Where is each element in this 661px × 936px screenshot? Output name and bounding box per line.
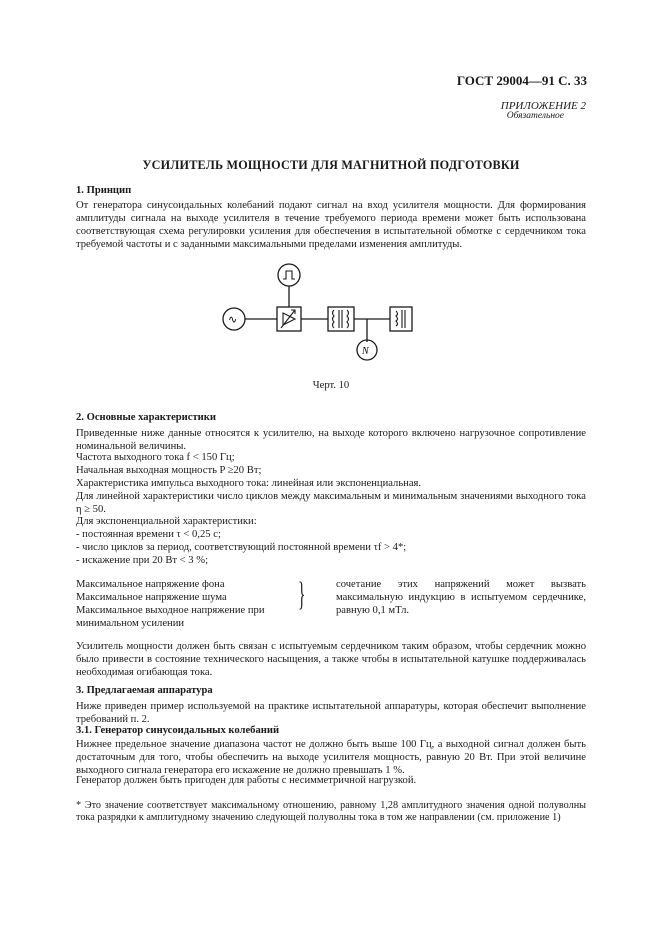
footnote: * Это значение соответствует максимальному отношению, равному 1,28 амплитудного значения одной полуволны тока разрядки к амплитудному значению следующей полуволны тока в том же направлении (см. приложение 1) [76,800,586,824]
section-2-intro: Приведенные ниже данные относятся к усилителю, на выходе которого включено нагрузочное сопротивление номинальной величины. [76,428,586,452]
section-1-text: От генератора синусоидальных колебаний подают сигнал на вход усилителя мощности. Для формирования амплитуды сигнала на выходе усилителя в течение требуемого периода времени может быть использована соответствующая схема регулировки усиления для обеспечения в испытательной обмотке с сердечником тока требуемой частоты и с заданными максимальными пределами изменения амплитуды. [76,200,586,250]
section-3-intro: Ниже приведен пример используемой на практике испытательной аппаратуры, которая обеспечит выполнение требований п. 2. [76,701,586,725]
section-1-heading: 1. Принцип [76,185,132,196]
limits-description: сочетание этих напряжений может вызвать максимальную индукцию в испытуемом сердечнике, равную 0,1 мТл. [336,579,586,616]
figure-caption: Черт. 10 [312,380,350,391]
brace-symbol: } [298,576,306,613]
pulse-line: Характеристика импульса выходного тока: линейная или экспоненциальная. [76,478,422,489]
transformer-block [328,307,354,331]
exponential-item-1: - постоянная времени τ < 0,25 с; [76,529,221,540]
section-3-heading: 3. Предлагаемая аппаратура [76,685,213,696]
document-number: ГОСТ 29004—91 С. 33 [456,73,587,88]
frequency-line: Частота выходного тока f < 150 Гц; [76,452,235,463]
exponential-intro: Для экспоненциальной характеристики: [76,516,257,527]
section-3-1-heading: 3.1. Генератор синусоидальных колебаний [76,725,280,736]
circuit-diagram [215,262,415,367]
pulse-source-symbol [278,264,300,286]
linear-characteristic: Для линейной характеристики число циклов между максимальным и минимальным значениями выходного тока η ≥ 50. [76,491,586,515]
test-coil-block [390,307,412,331]
limits-list: Максимальное напряжение фона Максимальное напряжение шума Максимальное выходное напряжение при минимальном усилении [76,579,265,629]
page-title: УСИЛИТЕЛЬ МОЩНОСТИ ДЛЯ МАГНИТНОЙ ПОДГОТОВКИ [142,158,520,172]
appendix-label: ПРИЛОЖЕНИЕ 2 [500,100,586,112]
coupling-paragraph: Усилитель мощности должен быть связан с испытуемым сердечником таким образом, чтобы сердечник можно было привести в состояние технического насыщения, а также чтобы в испытательной катушке поддерживалась необходимая огибающая тока. [76,641,586,678]
meter-icon: N [362,346,369,357]
power-line: Начальная выходная мощность P ≥20 Вт; [76,465,262,476]
amplifier-block [277,307,301,331]
exponential-item-3: - искажение при 20 Вт < 3 %; [76,555,209,566]
generator-icon: ∿ [228,314,238,326]
section-2-heading: 2. Основные характеристики [76,412,216,423]
section-3-1-text: Нижнее предельное значение диапазона частот не должно быть выше 100 Гц, а выходной сигнал должен быть достаточным для того, чтобы обеспечить на выходе усилителя мощность, равную 20 Вт. При этой величине выходного сигнала генератора его искажение не должно превышать 1 %. [76,739,586,776]
exponential-item-2: - число циклов за период, соответствующий постоянной времени τf > 4*; [76,542,407,553]
section-3-1-text-2: Генератор должен быть пригоден для работы с несимметричной нагрузкой. [76,775,417,786]
appendix-status: Обязательное [506,111,564,121]
